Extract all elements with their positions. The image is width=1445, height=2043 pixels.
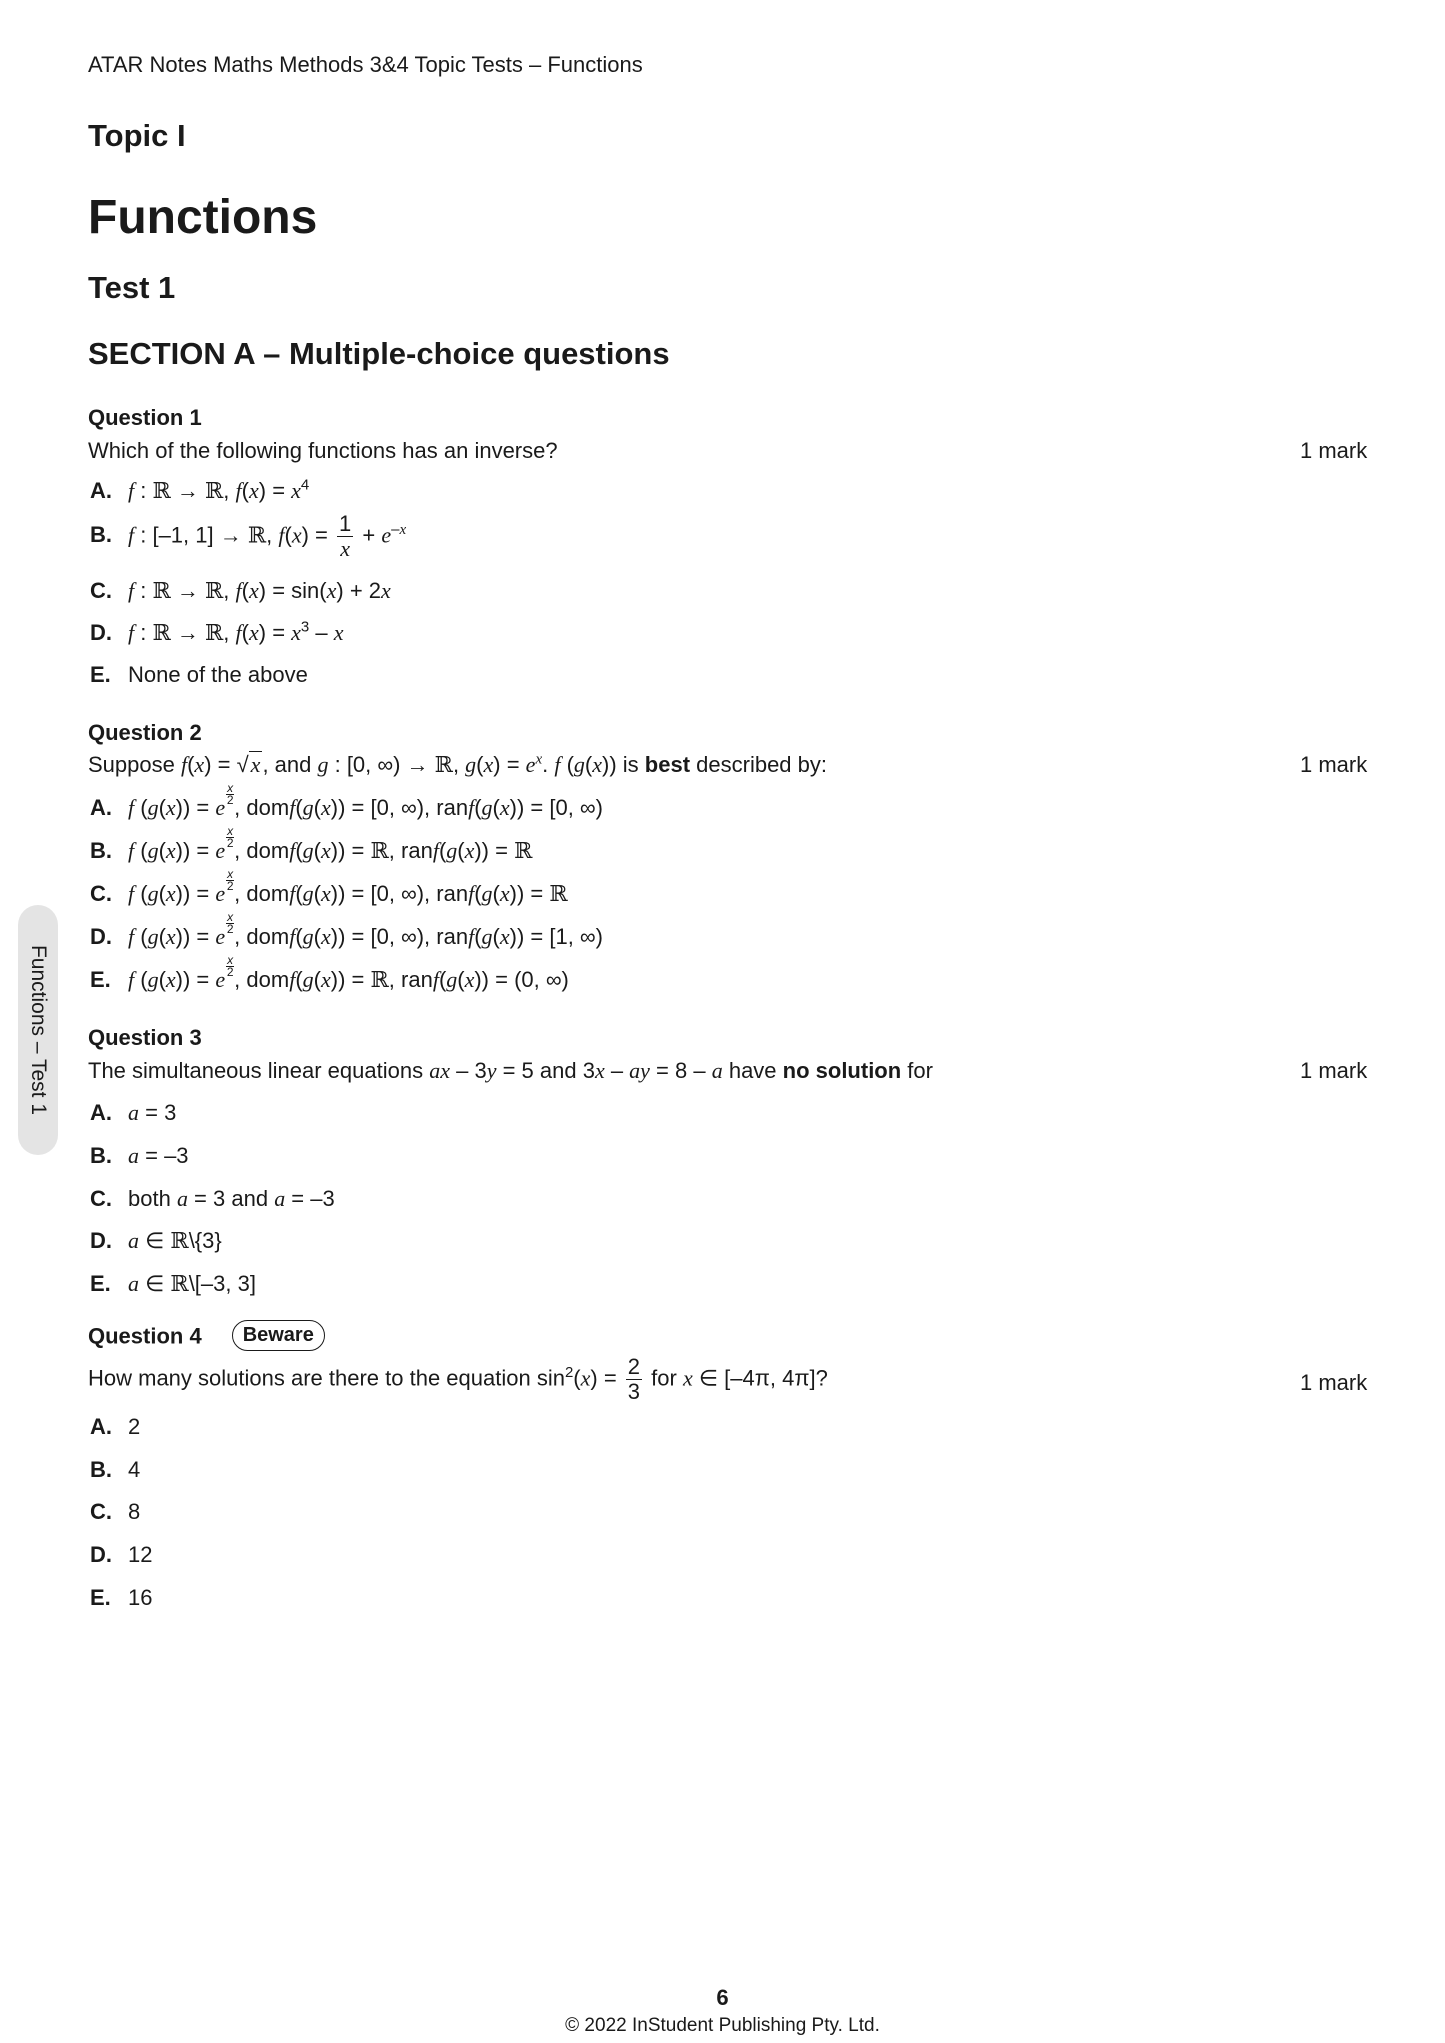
q3-option-d: D. a ∈ ℝ\{3} [90,1228,222,1254]
page-title: Functions [88,191,318,244]
option-label: D. [90,1542,112,1567]
question-4-heading-text: Question 4 [88,1323,202,1349]
question-1-marks: 1 mark [1300,438,1368,463]
side-tab-label [18,905,58,1155]
q4-option-b [90,1457,140,1483]
q4-option-a [90,1414,140,1440]
option-label: C. [90,1499,112,1524]
option-label: C. [90,578,112,603]
option-label: B. [90,1143,112,1168]
option-text: 8 [128,1499,141,1524]
test-label: Test 1 [88,270,176,305]
q1-option-e [90,662,308,688]
q3-option-a: A. a = 3 [90,1100,177,1125]
option-text: 12 [128,1542,153,1567]
option-label: C. [90,881,112,906]
question-3-heading: Question 3 [88,1025,202,1050]
option-label: D. [90,924,112,949]
option-label: A. [90,1100,112,1125]
q1-option-a: A. f : ℝ → ℝ, $f(x) = x^4$ [90,476,310,504]
running-head: ATAR Notes Maths Methods 3&4 Topic Tests – Functions [88,52,643,77]
option-text: 16 [128,1585,153,1610]
q3-option-c: C. both a = 3 and a = –3 [90,1186,335,1211]
q2-option-c: C. f (g(x)) = e $\frac{x}{2}$ , domf(g(x)) = [0, ∞), ranf(g(x)) = ℝ [90,867,568,907]
q1-option-b: B. f : [–1, 1] → ℝ, f(x) = $\frac{1}{x}$ + $e^{-x}$ [90,511,407,561]
q4-option-c [90,1499,140,1525]
option-label: B. [90,1457,112,1482]
page-number: 6 [716,1985,729,2010]
q2-option-a: A. f (g(x)) = e $\frac{x}{2}$ , domf(g(x)) = [0, ∞), ranf(g(x)) = [0, ∞) [90,781,603,820]
option-label: A. [90,795,112,820]
option-text: 2 [128,1414,141,1439]
question-3-stem: The simultaneous linear equations ax – 3y = 5 and 3x – ay = 8 – a have no solution for [88,1058,933,1083]
question-2-stem: Suppose f(x) = √x, and g : [0, ∞) → ℝ, $g(x) = e^x$. f (g(x)) is best described by: [88,751,827,778]
question-4-marks: 1 mark [1300,1370,1368,1395]
option-label: A. [90,478,112,503]
question-1-heading: Question 1 [88,405,202,430]
copyright: © 2022 InStudent Publishing Pty. Ltd. [565,2015,880,2036]
option-label: E. [90,1271,111,1296]
q2-option-b: B. f (g(x)) = e $\frac{x}{2}$ , domf(g(x)) = ℝ, ranf(g(x)) = ℝ [90,824,533,864]
q4-option-e [90,1585,152,1611]
option-label: E. [90,1585,111,1610]
question-1-stem: Which of the following functions has an inverse? [88,438,558,463]
option-label: D. [90,1228,112,1253]
option-label: E. [90,662,111,687]
option-text: None of the above [128,662,308,687]
option-label: C. [90,1186,112,1211]
beware-badge: Beware [232,1320,325,1351]
question-2-heading: Question 2 [88,720,202,745]
option-label: E. [90,967,111,992]
option-label: B. [90,522,112,548]
q3-option-e: E. a ∈ ℝ\[–3, 3] [90,1271,256,1297]
q2-option-e: E. f (g(x)) = e $\frac{x}{2}$ , domf(g(x)) = ℝ, ranf(g(x)) = (0, ∞) [90,953,569,993]
q1-option-d: D. f : ℝ → ℝ, $f(x) = x^3 - x$ [90,618,344,646]
q1-option-c: C. f : ℝ → ℝ, f(x) = sin(x) + 2x [90,578,391,604]
side-tab-text: Functions – Test 1 [27,944,50,1116]
option-label: B. [90,838,112,863]
option-text: 4 [128,1457,141,1482]
option-label: D. [90,620,112,645]
section-title: SECTION A – Multiple-choice questions [88,336,670,371]
question-4-stem: How many solutions are there to the equation $\sin^2(x)$ = $\frac{2}{3}$ for x ∈ [–4π, 4π]? [88,1354,828,1404]
topic-label: Topic I [88,118,186,153]
question-2-marks: 1 mark [1300,752,1368,777]
option-label: A. [90,1414,112,1439]
question-3-marks: 1 mark [1300,1058,1368,1083]
q4-option-d [90,1542,152,1568]
q3-option-b: B. a = –3 [90,1143,189,1168]
q2-option-d: D. f (g(x)) = e $\frac{x}{2}$ , domf(g(x)) = [0, ∞), ranf(g(x)) = [1, ∞) [90,910,603,949]
question-4-heading [88,1322,325,1353]
